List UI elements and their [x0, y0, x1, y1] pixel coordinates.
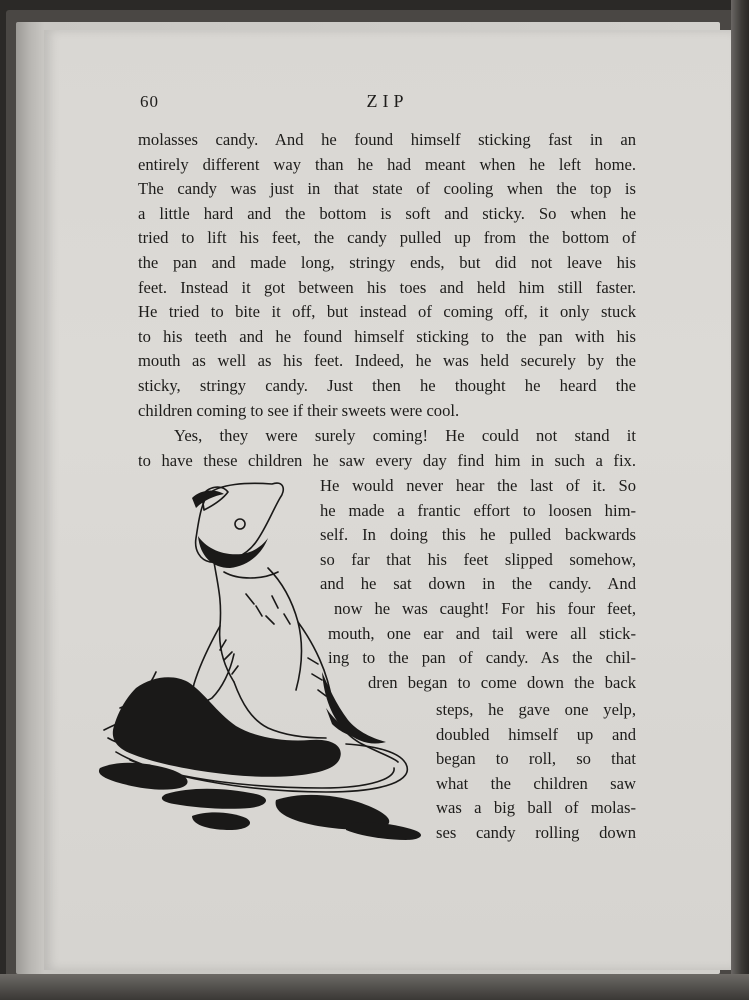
text-line: self. In doing this he pulled backwards: [320, 525, 636, 545]
text-line: to his teeth and he found himself sticking to the pan with his: [138, 326, 636, 346]
text-line: entirely different way than he had meant when he left home.: [138, 154, 636, 174]
text-line: what the children saw: [436, 773, 636, 793]
text-line: children coming to see if their sweets were cool.: [138, 400, 460, 420]
paragraph-2-opening: [138, 424, 636, 473]
text-line: was a big ball of molas-: [436, 798, 636, 818]
text-line: so far that his feet slipped somehow,: [320, 549, 636, 569]
text-line: steps, he gave one yelp,: [436, 700, 636, 719]
page-number: 60: [140, 92, 159, 111]
text-line-indented: Yes, they were surely coming! He could not stand it: [174, 426, 636, 445]
text-line: He tried to bite it off, but instead of coming off, it only stuck: [138, 302, 636, 322]
text-line: now he was caught! For his four feet,: [334, 598, 636, 618]
text-line: the pan and made long, stringy ends, but did not leave his: [138, 252, 636, 272]
paragraph-2-narrow-column: [436, 698, 636, 846]
text-line: a little hard and the bottom is soft and sticky. So when he: [138, 203, 636, 223]
text-line: ing to the pan of candy. As the chil-: [328, 648, 636, 668]
text-line: and he sat down in the candy. And: [320, 574, 636, 594]
text-line: dren began to come down the back: [368, 672, 636, 692]
text-line: molasses candy. And he found himself sticking fast in an: [138, 130, 636, 149]
text-line: The candy was just in that state of cooling when the top is: [138, 179, 636, 199]
running-title: ZIP: [366, 91, 409, 111]
text-line: He would never hear the last of it. So: [320, 476, 636, 495]
text-line: began to roll, so that: [436, 749, 636, 769]
text-line: mouth as well as his feet. Indeed, he was held securely by the: [138, 351, 636, 371]
page-bottom-edge: [0, 974, 749, 1000]
text-line: doubled himself up and: [436, 724, 636, 744]
page-right-edge: [731, 0, 749, 1000]
text-line: ses candy rolling down: [436, 822, 636, 842]
text-line: sticky, stringy candy. Just then he thought he heard the: [138, 375, 636, 395]
text-line: to have these children he saw every day find him in such a fix.: [138, 450, 636, 470]
paragraph-1: [138, 128, 636, 423]
text-line: he made a frantic effort to loosen him-: [320, 500, 636, 520]
page-header: [140, 90, 635, 118]
text-line: mouth, one ear and tail were all stick-: [328, 623, 636, 643]
dog-in-candy-illustration: [96, 476, 436, 844]
text-line: tried to lift his feet, the candy pulled up from the bottom of: [138, 228, 636, 248]
text-line: feet. Instead it got between his toes and held him still faster.: [138, 277, 636, 297]
